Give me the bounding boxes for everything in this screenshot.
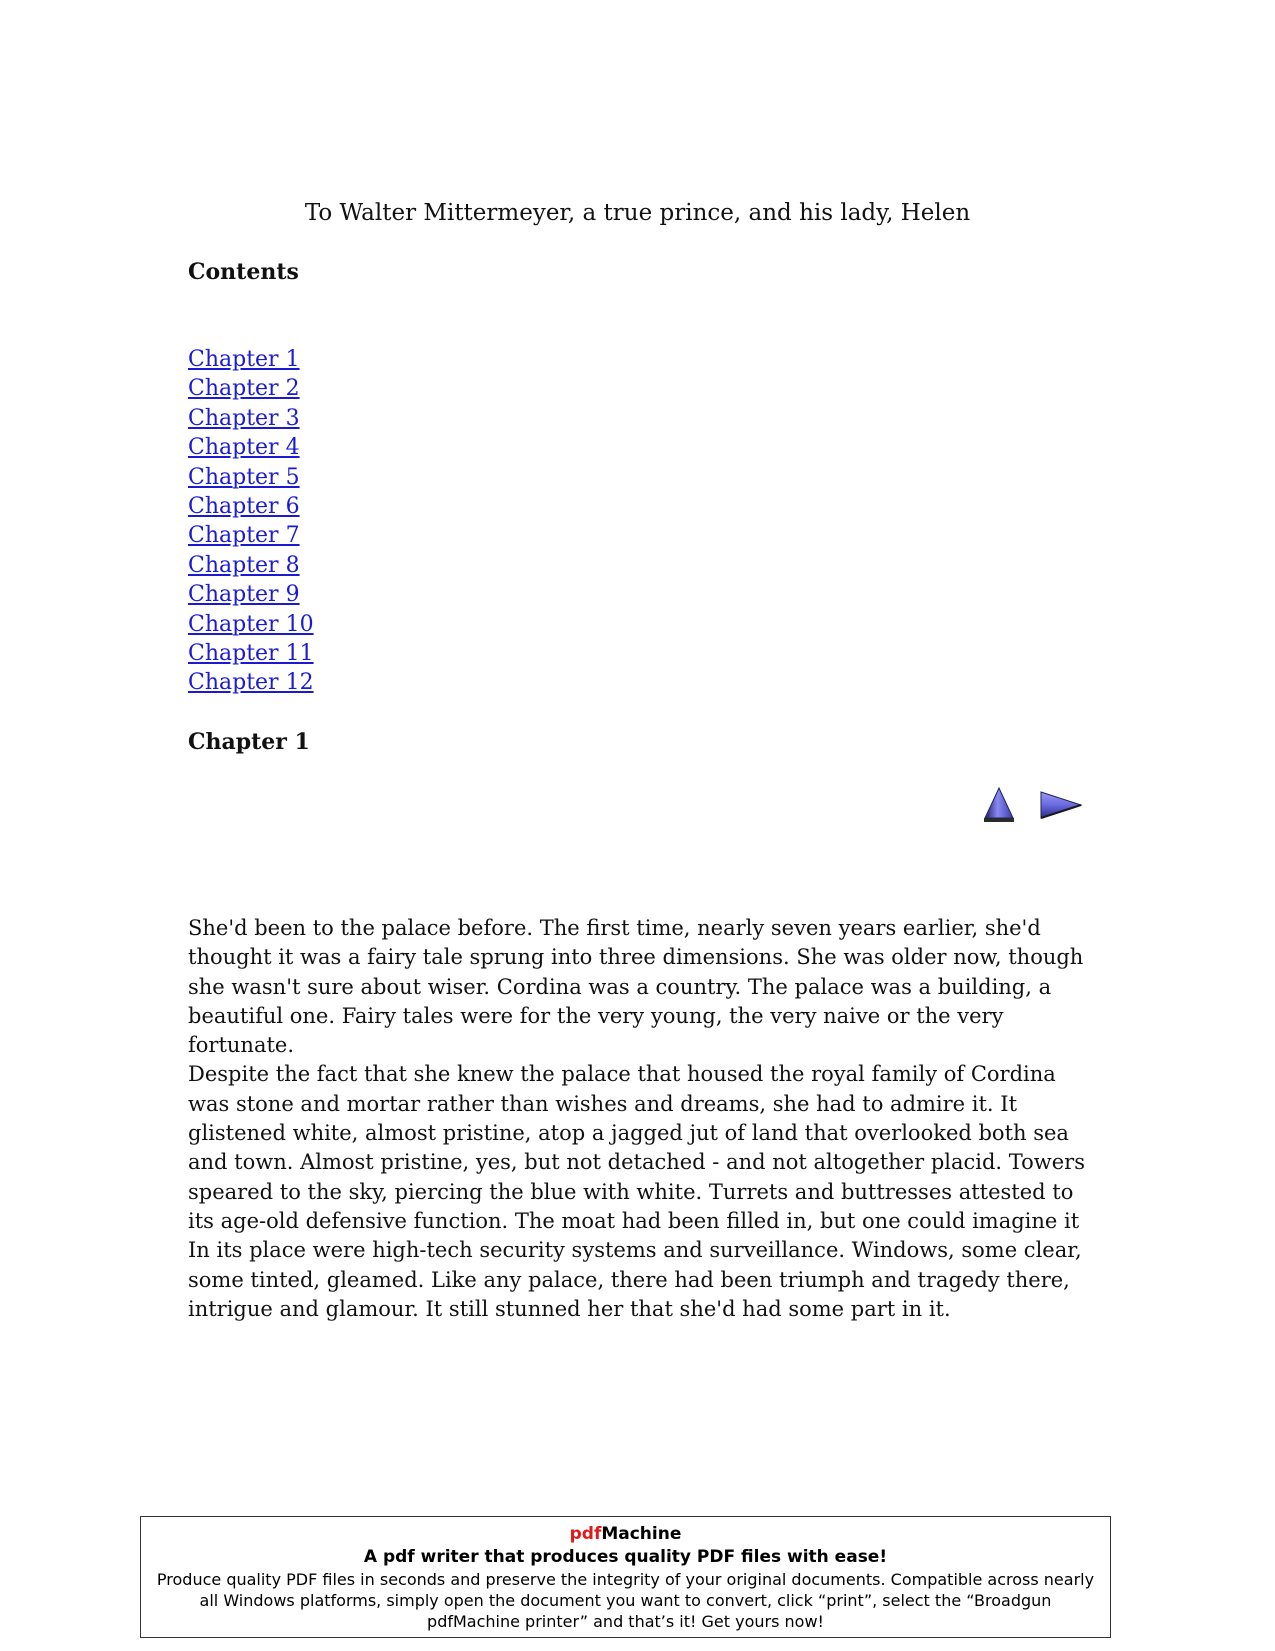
paragraph: She'd been to the palace before. The first time, nearly seven years earlier, she'd thought it was a fairy tale sprung into three dimensions. She was older now, though she wasn't sure about wiser. Cordina was a country. The palace was a building, a beautiful one. Fairy tales were for the very young, the very naive or the very fortunate. (188, 916, 1084, 1058)
triangle-up-icon (983, 787, 1015, 823)
toc-link-chapter-12[interactable]: Chapter 12 (188, 670, 314, 696)
footer-description: Produce quality PDF files in seconds and preserve the integrity of your original documents. Compatible across nearly all Windows platforms, simply open the document you want to convert, click “print”, select the “Broadgun pdfMachine printer” and that’s it! Get yours now! (156, 1570, 1095, 1631)
toc-item (188, 580, 314, 609)
toc-item (188, 374, 314, 403)
toc-item (188, 463, 314, 492)
toc-item (188, 492, 314, 521)
toc-item (188, 551, 314, 580)
toc-item (188, 610, 314, 639)
toc-link-chapter-8[interactable]: Chapter 8 (188, 552, 300, 578)
toc-link-chapter-6[interactable]: Chapter 6 (188, 493, 300, 519)
toc-link-chapter-3[interactable]: Chapter 3 (188, 405, 300, 431)
table-of-contents (188, 345, 314, 698)
toc-link-chapter-4[interactable]: Chapter 4 (188, 435, 300, 461)
toc-item (188, 404, 314, 433)
footer-brand-pdf: pdf (569, 1524, 602, 1544)
toc-link-chapter-5[interactable]: Chapter 5 (188, 464, 300, 490)
toc-link-chapter-9[interactable]: Chapter 9 (188, 582, 300, 608)
chapter-body (188, 914, 1088, 1324)
toc-link-chapter-11[interactable]: Chapter 11 (188, 640, 314, 666)
dedication: To Walter Mittermeyer, a true prince, and his lady, Helen (304, 200, 971, 226)
toc-item (188, 345, 314, 374)
nav-up-button[interactable] (983, 787, 1015, 823)
toc-item (188, 433, 314, 462)
nav-next-button[interactable] (1039, 791, 1083, 819)
toc-link-chapter-10[interactable]: Chapter 10 (188, 611, 314, 637)
arrow-right-icon (1039, 791, 1083, 819)
toc-link-chapter-7[interactable]: Chapter 7 (188, 523, 300, 549)
footer-brand (141, 1523, 1110, 1545)
toc-item (188, 521, 314, 550)
paragraph: Despite the fact that she knew the palace that housed the royal family of Cordina was stone and mortar rather than wishes and dreams, she had to admire it. It glistened white, almost pristine, atop a jagged jut of land that overlooked both sea and town. Almost pristine, yes, but not detached - and not altogether placid. Towers speared to the sky, piercing the blue with white. Turrets and buttresses attested to its age-old defensive function. The moat had been filled in, but one could imagine it In its place were high-tech security systems and surveillance. Windows, some clear, some tinted, gleamed. Like any palace, there had been triumph and tragedy there, intrigue and glamour. It still stunned her that she'd had some part in it. (188, 1062, 1086, 1321)
toc-link-chapter-2[interactable]: Chapter 2 (188, 376, 300, 402)
contents-heading: Contents (188, 259, 299, 285)
footer-brand-machine: Machine (601, 1524, 682, 1544)
toc-item (188, 668, 314, 697)
footer-tagline: A pdf writer that produces quality PDF files with ease! (363, 1547, 888, 1567)
chapter-heading: Chapter 1 (188, 729, 310, 755)
toc-link-chapter-1[interactable]: Chapter 1 (188, 347, 300, 372)
toc-item (188, 639, 314, 668)
pdfmachine-footer (140, 1516, 1111, 1638)
